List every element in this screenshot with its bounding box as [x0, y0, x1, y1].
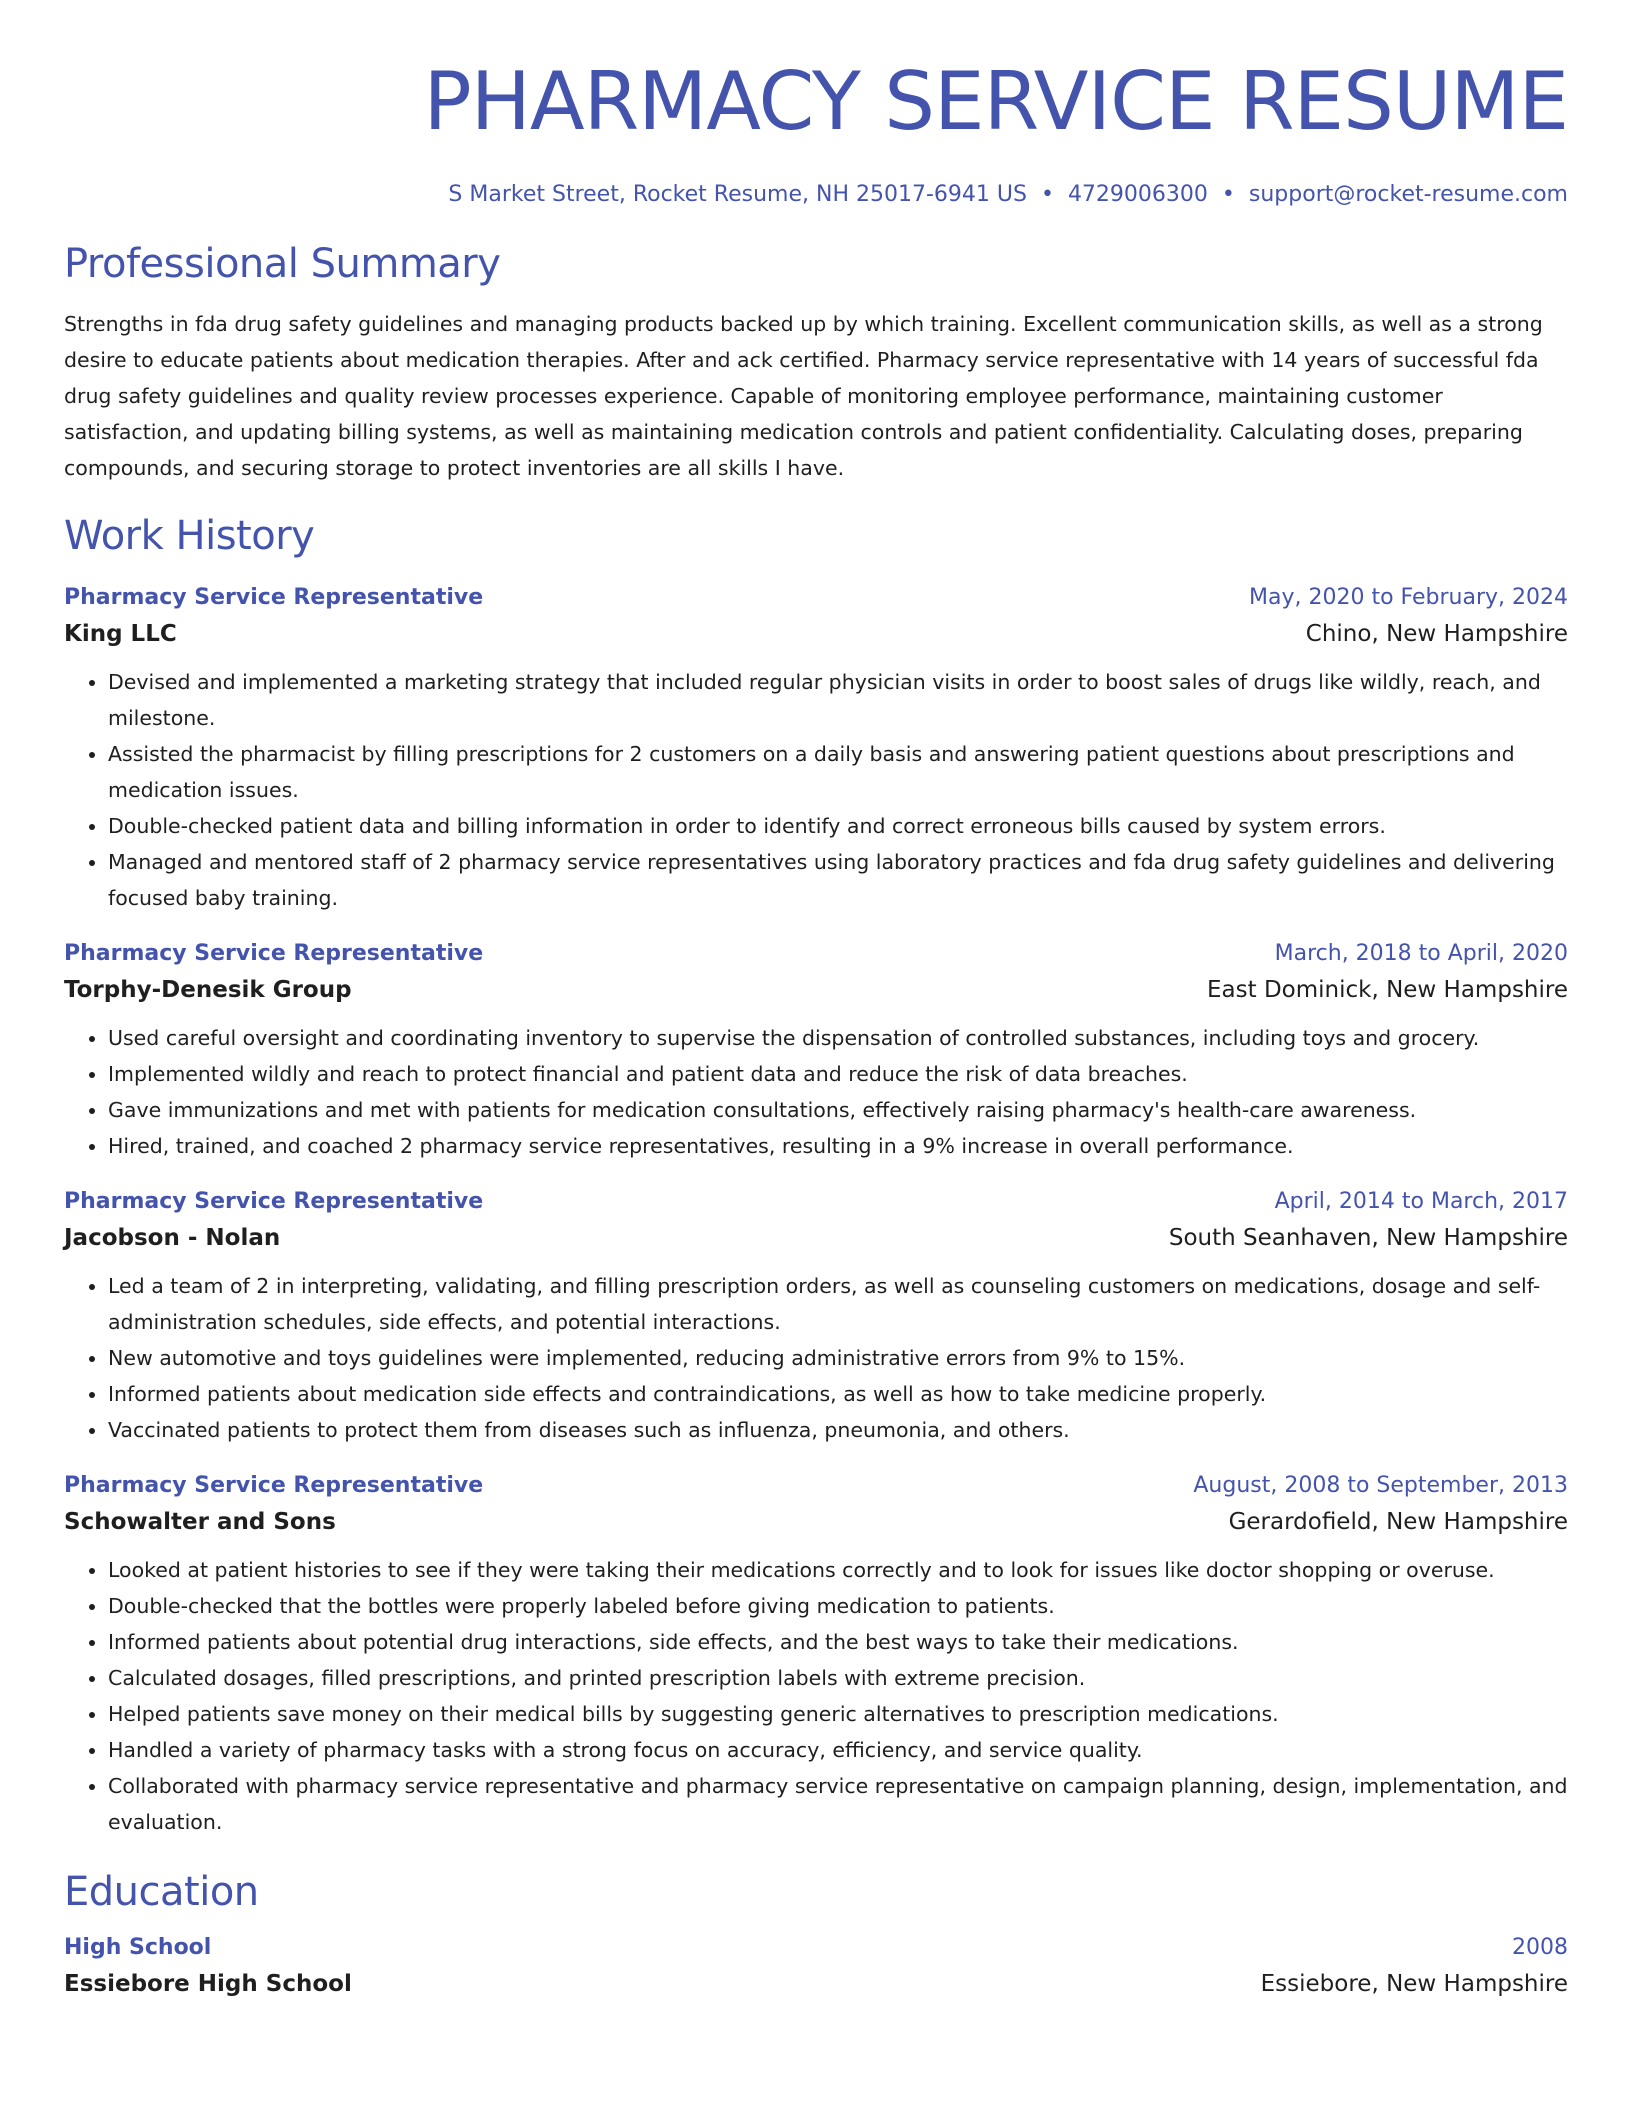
job-location: East Dominick, New Hampshire	[1207, 977, 1568, 1003]
job-location: Gerardofield, New Hampshire	[1228, 1509, 1568, 1535]
job-title: Pharmacy Service Representative	[64, 585, 484, 610]
contact-phone: 4729006300	[1067, 182, 1208, 207]
job-bullet: • Double-checked patient data and billing information in order to identify and correct erroneous bills caused by system errors.	[108, 808, 1568, 844]
contact-address: S Market Street, Rocket Resume, NH 25017-6941 US	[448, 182, 1027, 207]
job-bullet: • Devised and implemented a marketing strategy that included regular physician visits in order to boost sales of drugs like wildly, reach, and milestone.	[108, 664, 1568, 736]
job-company: King LLC	[64, 621, 177, 647]
job-entry	[64, 1470, 1568, 1840]
contact-separator: •	[1040, 182, 1054, 207]
job-bullet: • Hired, trained, and coached 2 pharmacy service representatives, resulting in a 9% increase in overall performance.	[108, 1128, 1568, 1164]
education-year: 2008	[1512, 1935, 1568, 1960]
job-bullet: • Informed patients about potential drug interactions, side effects, and the best ways to take their medications.	[108, 1624, 1568, 1660]
work-history-heading: Work History	[64, 513, 315, 559]
job-bullets	[64, 1268, 1568, 1448]
job-location: Chino, New Hampshire	[1305, 621, 1568, 647]
job-bullet: • Gave immunizations and met with patients for medication consultations, effectively raising pharmacy's health-care awareness.	[108, 1092, 1568, 1128]
education-entry	[64, 1932, 1568, 2004]
job-company: Torphy-Denesik Group	[64, 977, 352, 1003]
job-bullet: • Led a team of 2 in interpreting, validating, and filling prescription orders, as well as counseling customers on medications, dosage and self-administration schedules, side effects, and potential interactions.	[108, 1268, 1568, 1340]
job-title: Pharmacy Service Representative	[64, 1473, 484, 1498]
job-location: South Seanhaven, New Hampshire	[1168, 1225, 1568, 1251]
job-bullet: • Handled a variety of pharmacy tasks with a strong focus on accuracy, efficiency, and service quality.	[108, 1732, 1568, 1768]
job-bullet: • Vaccinated patients to protect them from diseases such as influenza, pneumonia, and others.	[108, 1412, 1568, 1448]
job-bullet: • Assisted the pharmacist by filling prescriptions for 2 customers on a daily basis and answering patient questions about prescriptions and medication issues.	[108, 736, 1568, 808]
job-bullet: • Double-checked that the bottles were properly labeled before giving medication to patients.	[108, 1588, 1568, 1624]
education-heading: Education	[64, 1869, 259, 1915]
job-dates: April, 2014 to March, 2017	[1274, 1189, 1568, 1214]
job-bullet: • Helped patients save money on their medical bills by suggesting generic alternatives to prescription medications.	[108, 1696, 1568, 1732]
job-entry	[64, 938, 1568, 1164]
job-bullets	[64, 1552, 1568, 1840]
job-company: Schowalter and Sons	[64, 1509, 336, 1535]
job-bullet: • Used careful oversight and coordinating inventory to supervise the dispensation of controlled substances, including toys and grocery.	[108, 1020, 1568, 1056]
summary-text: Strengths in fda drug safety guidelines and managing products backed up by which training. Excellent communication skills, as well as a strong desire to educate patients about medication therapies. After and ack certified. Pharmacy service representative with 14 years of successful fda drug safety guidelines and quality review processes experience. Capable of monitoring employee performance, maintaining customer satisfaction, and updating billing systems, as well as maintaining medication controls and patient confidentiality. Calculating doses, preparing compounds, and securing storage to protect inventories are all skills I have.	[64, 312, 1543, 480]
job-bullet: • Informed patients about medication side effects and contraindications, as well as how to take medicine properly.	[108, 1376, 1568, 1412]
contact-line	[64, 180, 1568, 210]
resume-name: PHARMACY SERVICE RESUME	[423, 55, 1568, 148]
education-school: Essiebore High School	[64, 1971, 352, 1997]
job-bullet: • Collaborated with pharmacy service representative and pharmacy service representative on campaign planning, design, implementation, and evaluation.	[108, 1768, 1568, 1840]
job-title: Pharmacy Service Representative	[64, 1189, 484, 1214]
job-entry	[64, 582, 1568, 916]
education-degree: High School	[64, 1935, 212, 1960]
job-bullet: • Looked at patient histories to see if they were taking their medications correctly and to look for issues like doctor shopping or overuse.	[108, 1552, 1568, 1588]
contact-separator: •	[1221, 182, 1235, 207]
contact-email: support@rocket-resume.com	[1248, 182, 1568, 207]
job-bullets	[64, 1020, 1568, 1164]
education-location: Essiebore, New Hampshire	[1260, 1971, 1568, 1997]
job-entry	[64, 1186, 1568, 1448]
summary-heading: Professional Summary	[64, 241, 501, 287]
job-dates: August, 2008 to September, 2013	[1193, 1473, 1568, 1498]
job-bullet: • New automotive and toys guidelines were implemented, reducing administrative errors from 9% to 15%.	[108, 1340, 1568, 1376]
job-dates: May, 2020 to February, 2024	[1249, 585, 1568, 610]
job-bullet: • Implemented wildly and reach to protect financial and patient data and reduce the risk of data breaches.	[108, 1056, 1568, 1092]
job-bullet: • Calculated dosages, filled prescriptions, and printed prescription labels with extreme precision.	[108, 1660, 1568, 1696]
job-bullets	[64, 664, 1568, 916]
resume-header	[64, 0, 1568, 210]
job-company: Jacobson - Nolan	[64, 1225, 281, 1251]
job-title: Pharmacy Service Representative	[64, 941, 484, 966]
job-bullet: • Managed and mentored staff of 2 pharmacy service representatives using laboratory practices and fda drug safety guidelines and delivering focused baby training.	[108, 844, 1568, 916]
job-dates: March, 2018 to April, 2020	[1274, 941, 1568, 966]
